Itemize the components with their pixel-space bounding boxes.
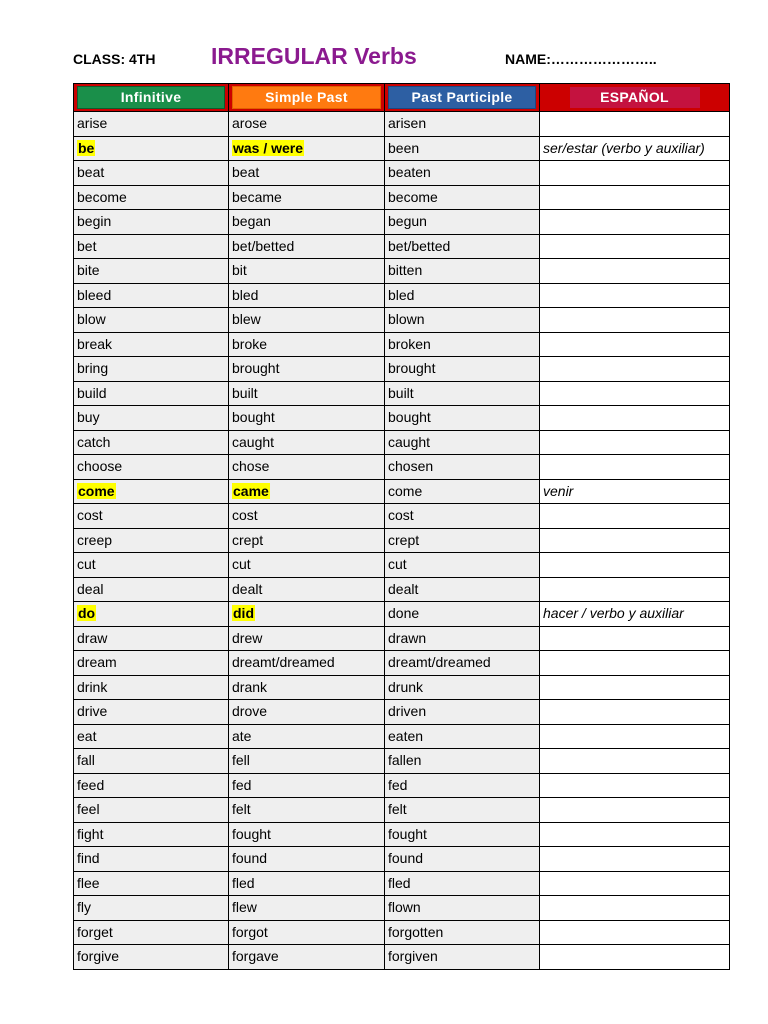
simple-past-cell-text: flew: [232, 899, 257, 916]
past-participle-cell-text: fed: [388, 776, 408, 793]
infinitive-cell-text: fight: [77, 825, 104, 842]
infinitive-cell: [74, 749, 229, 774]
simple-past-cell: [229, 259, 385, 284]
table-row: [74, 112, 730, 137]
infinitive-header-label: Infinitive: [77, 86, 225, 109]
simple-past-cell: [229, 504, 385, 529]
table-row: [74, 651, 730, 676]
past-participle-cell-text: arisen: [388, 115, 427, 132]
past-participle-cell: [385, 210, 540, 235]
past-participle-cell-text: forgiven: [388, 948, 438, 965]
infinitive-cell: [74, 675, 229, 700]
simple-past-cell-text: bought: [232, 409, 275, 426]
simple-past-cell-text: fell: [232, 752, 250, 769]
simple-past-cell: [229, 626, 385, 651]
past-participle-cell-text: forgotten: [388, 923, 444, 940]
past-participle-cell-text: flown: [388, 899, 421, 916]
past-participle-cell-text: drunk: [388, 678, 424, 695]
table-row: [74, 749, 730, 774]
simple-past-cell: [229, 602, 385, 627]
past-participle-cell-text: dealt: [388, 580, 419, 597]
infinitive-cell: [74, 528, 229, 553]
past-participle-cell: [385, 700, 540, 725]
spanish-translation-cell: [540, 234, 730, 259]
past-participle-cell: [385, 430, 540, 455]
infinitive-cell: [74, 381, 229, 406]
past-participle-cell-text: come: [388, 482, 423, 499]
simple-past-cell: [229, 430, 385, 455]
infinitive-cell: [74, 161, 229, 186]
past-participle-cell-text: bet/betted: [388, 237, 451, 254]
table-row: [74, 847, 730, 872]
past-participle-cell: [385, 651, 540, 676]
spanish-translation-cell: [540, 259, 730, 284]
simple-past-cell: [229, 749, 385, 774]
simple-past-cell-text: forgave: [232, 948, 279, 965]
past-participle-cell-text: bitten: [388, 262, 423, 279]
simple-past-cell: [229, 847, 385, 872]
table-row: [74, 406, 730, 431]
past-participle-cell: [385, 479, 540, 504]
past-participle-cell-text: broken: [388, 335, 431, 352]
past-participle-cell: [385, 896, 540, 921]
past-participle-cell-text: done: [388, 605, 420, 622]
infinitive-cell: [74, 185, 229, 210]
spanish-translation-cell: [540, 626, 730, 651]
infinitive-cell-text: choose: [77, 458, 123, 475]
infinitive-cell: [74, 283, 229, 308]
infinitive-cell: [74, 332, 229, 357]
table-row: [74, 553, 730, 578]
simple-past-cell: [229, 822, 385, 847]
spanish-translation-cell: [540, 332, 730, 357]
infinitive-cell-text: cut: [77, 556, 96, 573]
past-participle-cell: [385, 553, 540, 578]
simple-past-cell: [229, 406, 385, 431]
infinitive-cell: [74, 798, 229, 823]
infinitive-cell-text: catch: [77, 433, 111, 450]
infinitive-cell: [74, 553, 229, 578]
table-row: [74, 259, 730, 284]
past-participle-cell-text: been: [388, 139, 420, 156]
infinitive-cell: [74, 430, 229, 455]
table-row: [74, 357, 730, 382]
past-participle-cell-text: bled: [388, 286, 415, 303]
past-participle-cell-text: dreamt/dreamed: [388, 654, 491, 671]
infinitive-cell-text: bite: [77, 262, 100, 279]
table-row: [74, 161, 730, 186]
past-participle-cell: [385, 847, 540, 872]
infinitive-cell-text: bleed: [77, 286, 112, 303]
past-participle-cell: [385, 749, 540, 774]
table-row: [74, 308, 730, 333]
spanish-translation-cell: [540, 700, 730, 725]
simple-past-cell: [229, 234, 385, 259]
past-participle-cell: [385, 455, 540, 480]
past-participle-cell: [385, 381, 540, 406]
infinitive-cell-text: deal: [77, 580, 104, 597]
table-row: [74, 798, 730, 823]
spanish-translation-cell: [540, 504, 730, 529]
past-participle-cell: [385, 234, 540, 259]
simple-past-cell: [229, 577, 385, 602]
simple-past-cell-text: arose: [232, 115, 268, 132]
past-participle-cell-text: fought: [388, 825, 427, 842]
simple-past-cell-text: built: [232, 384, 258, 401]
simple-past-cell-text: cut: [232, 556, 251, 573]
past-participle-cell-text: drawn: [388, 629, 427, 646]
past-participle-cell-text: cut: [388, 556, 407, 573]
simple-past-cell: [229, 357, 385, 382]
infinitive-cell: [74, 626, 229, 651]
infinitive-cell: [74, 210, 229, 235]
spanish-translation-cell: [540, 283, 730, 308]
spanish-translation-cell: [540, 161, 730, 186]
spanish-translation-cell: [540, 455, 730, 480]
infinitive-cell: [74, 136, 229, 161]
spanish-translation-cell: [540, 945, 730, 970]
worksheet-header: [73, 40, 729, 80]
spanish-translation-cell: [540, 185, 730, 210]
simple-past-cell: [229, 283, 385, 308]
simple-past-cell-text: fought: [232, 825, 271, 842]
table-row: [74, 136, 730, 161]
past-participle-cell-text: driven: [388, 703, 427, 720]
simple-past-cell: [229, 945, 385, 970]
spanish-translation-cell-text: ser/estar (verbo y auxiliar): [543, 139, 705, 156]
simple-past-cell-text: fled: [232, 874, 255, 891]
table-row: [74, 479, 730, 504]
past-participle-cell: [385, 822, 540, 847]
past-participle-cell: [385, 259, 540, 284]
simple-past-cell-text: dreamt/dreamed: [232, 654, 335, 671]
table-row: [74, 675, 730, 700]
past-participle-cell-text: begun: [388, 213, 427, 230]
table-row: [74, 871, 730, 896]
spanish-translation-cell: [540, 308, 730, 333]
simple-past-cell-text: ate: [232, 727, 252, 744]
table-row: [74, 773, 730, 798]
infinitive-cell: [74, 479, 229, 504]
spanish-translation-cell: [540, 406, 730, 431]
infinitive-cell-text: bring: [77, 360, 109, 377]
past-participle-cell: [385, 945, 540, 970]
simple-past-cell-text: drank: [232, 678, 268, 695]
past-participle-cell: [385, 528, 540, 553]
simple-past-header-label: Simple Past: [232, 86, 381, 109]
spanish-translation-cell: [540, 528, 730, 553]
simple-past-cell-text: found: [232, 850, 268, 867]
infinitive-cell-text: forget: [77, 923, 113, 940]
past-participle-cell: [385, 724, 540, 749]
past-participle-cell: [385, 798, 540, 823]
past-participle-cell: [385, 357, 540, 382]
class-label: CLASS: 4TH: [73, 51, 156, 67]
infinitive-cell-text: be: [78, 139, 95, 156]
table-row: [74, 381, 730, 406]
past-participle-cell: [385, 773, 540, 798]
simple-past-cell-text: drew: [232, 629, 263, 646]
spanish-translation-cell: [540, 920, 730, 945]
simple-past-cell: [229, 455, 385, 480]
past-participle-cell-text: bought: [388, 409, 431, 426]
infinitive-cell: [74, 773, 229, 798]
simple-past-cell: [229, 112, 385, 137]
table-row: [74, 920, 730, 945]
simple-past-cell: [229, 675, 385, 700]
past-participle-cell: [385, 602, 540, 627]
simple-past-cell: [229, 798, 385, 823]
past-participle-cell: [385, 871, 540, 896]
simple-past-cell-text: did: [233, 605, 254, 622]
simple-past-cell: [229, 920, 385, 945]
table-row: [74, 455, 730, 480]
simple-past-cell: [229, 896, 385, 921]
infinitive-cell-text: beat: [77, 164, 105, 181]
spanish-translation-cell: [540, 798, 730, 823]
past-participle-cell-text: built: [388, 384, 414, 401]
simple-past-cell-text: crept: [232, 531, 264, 548]
table-header-row: [74, 84, 730, 112]
past-participle-cell: [385, 112, 540, 137]
spanish-translation-cell: [540, 896, 730, 921]
table-row: [74, 626, 730, 651]
simple-past-cell: [229, 136, 385, 161]
past-participle-cell: [385, 504, 540, 529]
past-participle-cell: [385, 185, 540, 210]
past-participle-cell: [385, 577, 540, 602]
infinitive-cell-text: come: [78, 482, 115, 499]
past-participle-cell-text: brought: [388, 360, 436, 377]
infinitive-cell-text: fly: [77, 899, 91, 916]
past-participle-cell: [385, 283, 540, 308]
simple-past-cell: [229, 773, 385, 798]
spanish-translation-cell: [540, 749, 730, 774]
infinitive-cell-text: build: [77, 384, 107, 401]
infinitive-cell-text: feel: [77, 801, 100, 818]
simple-past-cell-text: chose: [232, 458, 270, 475]
infinitive-cell-text: fall: [77, 752, 95, 769]
simple-past-cell-text: cost: [232, 507, 258, 524]
simple-past-cell-text: bet/betted: [232, 237, 295, 254]
spanish-translation-cell: [540, 577, 730, 602]
simple-past-cell: [229, 332, 385, 357]
past-participle-cell-text: fallen: [388, 752, 422, 769]
table-row: [74, 822, 730, 847]
simple-past-cell: [229, 724, 385, 749]
table-row: [74, 724, 730, 749]
spanish-translation-cell: [540, 553, 730, 578]
past-participle-cell-text: chosen: [388, 458, 434, 475]
simple-past-cell-text: brought: [232, 360, 280, 377]
infinitive-cell: [74, 920, 229, 945]
past-participle-cell-text: found: [388, 850, 424, 867]
spanish-translation-cell: [540, 822, 730, 847]
infinitive-cell: [74, 700, 229, 725]
past-participle-cell-text: cost: [388, 507, 414, 524]
spanish-translation-cell-text: hacer / verbo y auxiliar: [543, 605, 684, 622]
table-row: [74, 283, 730, 308]
past-participle-header-label: Past Participle: [388, 86, 536, 109]
infinitive-cell-text: dream: [77, 654, 117, 671]
infinitive-cell: [74, 234, 229, 259]
infinitive-cell: [74, 847, 229, 872]
spanish-translation-cell: [540, 773, 730, 798]
infinitive-cell-text: begin: [77, 213, 112, 230]
simple-past-cell: [229, 161, 385, 186]
simple-past-cell: [229, 210, 385, 235]
past-participle-cell: [385, 626, 540, 651]
past-participle-cell: [385, 308, 540, 333]
simple-past-cell-text: dealt: [232, 580, 263, 597]
past-participle-cell-text: become: [388, 188, 438, 205]
infinitive-cell: [74, 822, 229, 847]
table-row: [74, 185, 730, 210]
infinitive-cell: [74, 259, 229, 284]
infinitive-cell: [74, 651, 229, 676]
infinitive-cell: [74, 602, 229, 627]
simple-past-cell: [229, 185, 385, 210]
table-row: [74, 577, 730, 602]
simple-past-cell: [229, 700, 385, 725]
infinitive-cell-text: find: [77, 850, 100, 867]
infinitive-cell: [74, 308, 229, 333]
table-row: [74, 332, 730, 357]
table-row: [74, 700, 730, 725]
simple-past-cell-text: bled: [232, 286, 259, 303]
spanish-translation-cell: [540, 381, 730, 406]
spanish-translation-cell: [540, 136, 730, 161]
simple-past-cell-text: drove: [232, 703, 268, 720]
table-row: [74, 602, 730, 627]
spanish-column-header: [540, 84, 730, 112]
spanish-header-label: ESPAÑOL: [570, 87, 700, 108]
infinitive-cell-text: flee: [77, 874, 100, 891]
past-participle-cell-text: fled: [388, 874, 411, 891]
infinitive-cell-text: buy: [77, 409, 100, 426]
spanish-translation-cell: [540, 602, 730, 627]
table-body: [74, 112, 730, 970]
table-row: [74, 504, 730, 529]
infinitive-cell: [74, 504, 229, 529]
table-row: [74, 430, 730, 455]
spanish-translation-cell: [540, 847, 730, 872]
irregular-verbs-table: [73, 83, 730, 970]
infinitive-cell-text: drive: [77, 703, 108, 720]
simple-past-cell-text: blew: [232, 311, 261, 328]
spanish-translation-cell: [540, 724, 730, 749]
past-participle-cell: [385, 161, 540, 186]
infinitive-cell-text: blow: [77, 311, 106, 328]
simple-past-cell-text: forgot: [232, 923, 268, 940]
past-participle-cell: [385, 920, 540, 945]
infinitive-cell-text: draw: [77, 629, 108, 646]
infinitive-cell: [74, 406, 229, 431]
spanish-translation-cell: [540, 112, 730, 137]
infinitive-cell-text: forgive: [77, 948, 120, 965]
table-row: [74, 896, 730, 921]
past-participle-cell-text: beaten: [388, 164, 431, 181]
spanish-translation-cell-text: venir: [543, 482, 574, 499]
past-participle-cell: [385, 406, 540, 431]
simple-past-column-header: [229, 84, 385, 112]
simple-past-cell: [229, 553, 385, 578]
table-row: [74, 210, 730, 235]
simple-past-cell-text: felt: [232, 801, 251, 818]
past-participle-cell: [385, 136, 540, 161]
spanish-translation-cell: [540, 479, 730, 504]
simple-past-cell-text: became: [232, 188, 282, 205]
infinitive-cell-text: eat: [77, 727, 97, 744]
name-field-label: NAME:…………………..: [505, 51, 657, 67]
past-participle-cell-text: crept: [388, 531, 420, 548]
infinitive-cell: [74, 455, 229, 480]
spanish-translation-cell: [540, 430, 730, 455]
simple-past-cell: [229, 308, 385, 333]
infinitive-cell-text: bet: [77, 237, 97, 254]
past-participle-column-header: [385, 84, 540, 112]
simple-past-cell-text: bit: [232, 262, 247, 279]
spanish-translation-cell: [540, 357, 730, 382]
infinitive-cell: [74, 871, 229, 896]
past-participle-cell-text: eaten: [388, 727, 424, 744]
infinitive-cell-text: cost: [77, 507, 103, 524]
simple-past-cell: [229, 381, 385, 406]
simple-past-cell-text: fed: [232, 776, 252, 793]
infinitive-cell-text: break: [77, 335, 113, 352]
table-row: [74, 234, 730, 259]
spanish-translation-cell: [540, 675, 730, 700]
table-row: [74, 945, 730, 970]
simple-past-cell: [229, 479, 385, 504]
page-title: IRREGULAR Verbs: [211, 43, 417, 69]
past-participle-cell-text: felt: [388, 801, 407, 818]
simple-past-cell-text: caught: [232, 433, 275, 450]
infinitive-cell: [74, 577, 229, 602]
past-participle-cell-text: blown: [388, 311, 425, 328]
simple-past-cell-text: beat: [232, 164, 260, 181]
infinitive-cell-text: do: [78, 605, 96, 622]
infinitive-cell-text: become: [77, 188, 127, 205]
infinitive-cell: [74, 112, 229, 137]
simple-past-cell: [229, 871, 385, 896]
simple-past-cell: [229, 651, 385, 676]
infinitive-cell: [74, 945, 229, 970]
spanish-translation-cell: [540, 871, 730, 896]
infinitive-cell: [74, 357, 229, 382]
infinitive-cell: [74, 896, 229, 921]
spanish-translation-cell: [540, 210, 730, 235]
infinitive-cell-text: arise: [77, 115, 108, 132]
infinitive-column-header: [74, 84, 229, 112]
past-participle-cell-text: caught: [388, 433, 431, 450]
infinitive-cell-text: feed: [77, 776, 105, 793]
simple-past-cell-text: began: [232, 213, 271, 230]
simple-past-cell-text: broke: [232, 335, 268, 352]
simple-past-cell: [229, 528, 385, 553]
infinitive-cell-text: drink: [77, 678, 108, 695]
past-participle-cell: [385, 675, 540, 700]
simple-past-cell-text: came: [233, 482, 269, 499]
table-row: [74, 528, 730, 553]
infinitive-cell-text: creep: [77, 531, 113, 548]
infinitive-cell: [74, 724, 229, 749]
past-participle-cell: [385, 332, 540, 357]
spanish-translation-cell: [540, 651, 730, 676]
simple-past-cell-text: was / were: [233, 139, 304, 156]
